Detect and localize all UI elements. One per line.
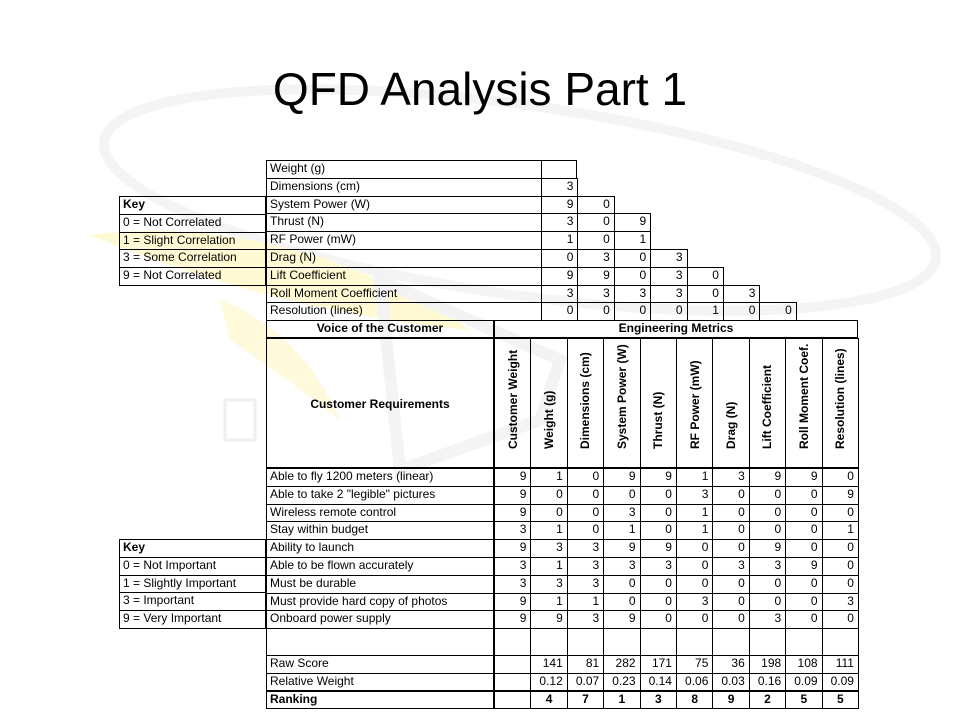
correlation-cell: 0 (577, 302, 614, 321)
metric-column-label: Customer Weight (505, 349, 520, 449)
correlation-cell: 9 (577, 267, 614, 286)
matrix-cell: 0 (567, 486, 604, 505)
correlation-metric-label: RF Power (mW) (266, 231, 542, 250)
metric-column-label: System Power (W) (614, 344, 629, 449)
requirement-label: Must be durable (266, 575, 494, 594)
correlation-cell: 3 (650, 249, 687, 268)
raw-score-value: 171 (640, 655, 677, 674)
correlation-cell: 3 (577, 249, 614, 268)
ranking-value: 2 (749, 691, 786, 710)
correlation-cell: 3 (577, 285, 614, 304)
metric-column-header (640, 338, 677, 468)
matrix-cell: 0 (785, 504, 822, 523)
raw-score-value: 282 (603, 655, 640, 674)
spacer-row (266, 628, 494, 656)
spacer-cell (822, 628, 859, 656)
voice-of-customer-header: Voice of the Customer (266, 320, 494, 338)
key-item: 1 = Slightly Important (119, 575, 266, 594)
customer-requirements-header: Customer Requirements (266, 338, 494, 468)
metric-column-label: Lift Coefficient (760, 365, 775, 449)
matrix-cell: 0 (603, 575, 640, 594)
matrix-cell: 0 (640, 521, 677, 540)
correlation-cell: 0 (541, 249, 578, 268)
matrix-cell: 0 (567, 504, 604, 523)
matrix-cell: 3 (567, 557, 604, 576)
matrix-cell: 0 (822, 557, 859, 576)
matrix-cell: 3 (567, 610, 604, 629)
matrix-cell: 3 (603, 504, 640, 523)
metric-column-header (494, 338, 531, 468)
spacer-cell (567, 628, 604, 656)
metric-column-header (785, 338, 822, 468)
key-item: 1 = Slight Correlation (119, 232, 266, 251)
matrix-cell: 9 (640, 539, 677, 558)
matrix-cell: 0 (822, 504, 859, 523)
requirement-label: Ability to launch (266, 539, 494, 558)
relative-weight-empty (494, 673, 531, 692)
spacer-cell (494, 628, 531, 656)
raw-score-label: Raw Score (266, 655, 494, 674)
engineering-metrics-header: Engineering Metrics (494, 320, 858, 338)
matrix-cell: 0 (676, 610, 713, 629)
matrix-cell: 9 (494, 504, 531, 523)
spacer-cell (712, 628, 749, 656)
relative-weight-value: 0.07 (567, 673, 604, 692)
matrix-cell: 3 (603, 557, 640, 576)
correlation-cell: 0 (614, 302, 651, 321)
matrix-cell: 0 (785, 575, 822, 594)
key-item: 3 = Some Correlation (119, 249, 266, 268)
correlation-cell: 0 (577, 231, 614, 250)
matrix-cell: 9 (603, 468, 640, 487)
matrix-cell: 0 (749, 593, 786, 612)
matrix-cell: 9 (494, 486, 531, 505)
matrix-cell: 0 (749, 575, 786, 594)
correlation-metric-label: Weight (g) (266, 160, 542, 179)
metric-column-label: Thrust (N) (651, 391, 666, 449)
matrix-cell: 9 (494, 468, 531, 487)
matrix-cell: 0 (822, 575, 859, 594)
spacer-cell (603, 628, 640, 656)
matrix-cell: 0 (640, 486, 677, 505)
matrix-cell: 0 (712, 539, 749, 558)
relative-weight-value: 0.23 (603, 673, 640, 692)
matrix-cell: 1 (530, 557, 567, 576)
matrix-cell: 0 (785, 521, 822, 540)
metric-column-header (822, 338, 859, 468)
relative-weight-value: 0.09 (785, 673, 822, 692)
metric-column-label: RF Power (mW) (687, 360, 702, 449)
relative-weight-value: 0.06 (676, 673, 713, 692)
matrix-cell: 0 (640, 504, 677, 523)
matrix-cell: 9 (494, 593, 531, 612)
ranking-empty (494, 691, 531, 710)
matrix-cell: 3 (640, 557, 677, 576)
correlation-cell: 9 (541, 267, 578, 286)
requirement-label: Stay within budget (266, 521, 494, 540)
matrix-cell: 1 (676, 468, 713, 487)
raw-score-value: 75 (676, 655, 713, 674)
correlation-cell: 9 (614, 213, 651, 232)
metric-column-header (530, 338, 567, 468)
correlation-cell: 0 (577, 213, 614, 232)
correlation-metric-label: Lift Coefficient (266, 267, 542, 286)
relative-weight-value: 0.09 (822, 673, 859, 692)
correlation-cell: 0 (541, 302, 578, 321)
matrix-cell: 9 (749, 539, 786, 558)
matrix-cell: 0 (785, 486, 822, 505)
correlation-cell: 0 (687, 285, 724, 304)
raw-score-value: 81 (567, 655, 604, 674)
correlation-cell: 3 (541, 178, 578, 197)
spacer-cell (785, 628, 822, 656)
ranking-value: 7 (567, 691, 604, 710)
raw-score-empty (494, 655, 531, 674)
matrix-cell: 0 (567, 468, 604, 487)
ranking-value: 9 (712, 691, 749, 710)
matrix-cell: 1 (822, 521, 859, 540)
key-item: 9 = Not Correlated (119, 267, 266, 286)
matrix-cell: 3 (822, 593, 859, 612)
correlation-metric-label: Roll Moment Coefficient (266, 285, 542, 304)
correlation-cell: 0 (687, 267, 724, 286)
metric-column-header (712, 338, 749, 468)
correlation-cell: 3 (723, 285, 760, 304)
correlation-cell: 3 (541, 285, 578, 304)
matrix-cell: 0 (676, 539, 713, 558)
ranking-value: 5 (785, 691, 822, 710)
matrix-cell: 3 (530, 575, 567, 594)
matrix-cell: 0 (785, 539, 822, 558)
matrix-cell: 0 (567, 521, 604, 540)
relative-weight-value: 0.12 (530, 673, 567, 692)
key-title: Key (119, 539, 266, 558)
correlation-metric-label: Thrust (N) (266, 213, 542, 232)
matrix-cell: 0 (712, 521, 749, 540)
matrix-cell: 0 (822, 468, 859, 487)
correlation-cell: 3 (614, 285, 651, 304)
matrix-cell: 3 (676, 593, 713, 612)
matrix-cell: 9 (785, 557, 822, 576)
raw-score-value: 108 (785, 655, 822, 674)
ranking-value: 1 (603, 691, 640, 710)
key-item: 0 = Not Correlated (119, 214, 266, 233)
matrix-cell: 3 (494, 521, 531, 540)
matrix-cell: 0 (603, 486, 640, 505)
matrix-cell: 0 (822, 539, 859, 558)
matrix-cell: 9 (640, 468, 677, 487)
matrix-cell: 1 (530, 521, 567, 540)
spacer-cell (749, 628, 786, 656)
matrix-cell: 0 (749, 486, 786, 505)
correlation-cell-empty (541, 160, 577, 179)
correlation-metric-label: Resolution (lines) (266, 302, 542, 321)
requirement-label: Able to be flown accurately (266, 557, 494, 576)
matrix-cell: 0 (749, 521, 786, 540)
matrix-cell: 0 (712, 504, 749, 523)
matrix-cell: 1 (530, 593, 567, 612)
matrix-cell: 0 (603, 593, 640, 612)
matrix-cell: 0 (712, 575, 749, 594)
correlation-metric-label: System Power (W) (266, 196, 542, 215)
relative-weight-value: 0.16 (749, 673, 786, 692)
relative-weight-value: 0.03 (712, 673, 749, 692)
spacer-cell (640, 628, 677, 656)
spacer-cell (676, 628, 713, 656)
metric-column-header (603, 338, 640, 468)
ranking-value: 3 (640, 691, 677, 710)
metric-column-header (676, 338, 713, 468)
metric-column-label: Weight (g) (542, 390, 557, 449)
matrix-cell: 9 (494, 539, 531, 558)
matrix-cell: 9 (530, 610, 567, 629)
requirement-label: Able to take 2 "legible" pictures (266, 486, 494, 505)
matrix-cell: 3 (749, 557, 786, 576)
raw-score-value: 111 (822, 655, 859, 674)
matrix-cell: 0 (640, 610, 677, 629)
correlation-cell: 1 (541, 231, 578, 250)
matrix-cell: 0 (785, 610, 822, 629)
matrix-cell: 9 (494, 610, 531, 629)
matrix-cell: 3 (749, 610, 786, 629)
matrix-cell: 1 (676, 504, 713, 523)
matrix-cell: 0 (785, 593, 822, 612)
correlation-cell: 0 (614, 249, 651, 268)
ranking-value: 5 (822, 691, 859, 710)
metric-column-header (567, 338, 604, 468)
matrix-cell: 3 (530, 539, 567, 558)
requirement-label: Able to fly 1200 meters (linear) (266, 468, 494, 487)
raw-score-value: 36 (712, 655, 749, 674)
matrix-cell: 0 (676, 557, 713, 576)
matrix-cell: 3 (676, 486, 713, 505)
key-item: 9 = Very Important (119, 610, 266, 629)
matrix-cell: 9 (603, 539, 640, 558)
correlation-cell: 3 (650, 267, 687, 286)
page-title: QFD Analysis Part 1 (272, 63, 688, 115)
correlation-metric-label: Dimensions (cm) (266, 178, 542, 197)
matrix-cell: 9 (822, 486, 859, 505)
ranking-value: 8 (676, 691, 713, 710)
correlation-cell: 0 (650, 302, 687, 321)
matrix-cell: 9 (603, 610, 640, 629)
matrix-cell: 3 (494, 575, 531, 594)
matrix-cell: 1 (603, 521, 640, 540)
correlation-cell: 1 (614, 231, 651, 250)
correlation-cell: 0 (759, 302, 796, 321)
spacer-cell (530, 628, 567, 656)
matrix-cell: 0 (712, 486, 749, 505)
key-item: 0 = Not Important (119, 557, 266, 576)
correlation-cell: 9 (541, 196, 578, 215)
matrix-cell: 1 (530, 468, 567, 487)
matrix-cell: 3 (567, 575, 604, 594)
correlation-cell: 0 (577, 196, 614, 215)
matrix-cell: 0 (712, 610, 749, 629)
raw-score-value: 198 (749, 655, 786, 674)
metric-column-label: Roll Moment Coef. (796, 343, 811, 449)
key-item: 3 = Important (119, 592, 266, 611)
matrix-cell: 0 (530, 486, 567, 505)
correlation-cell: 0 (614, 267, 651, 286)
correlation-cell: 1 (687, 302, 724, 321)
matrix-cell: 1 (676, 521, 713, 540)
ranking-value: 4 (530, 691, 567, 710)
relative-weight-value: 0.14 (640, 673, 677, 692)
matrix-cell: 0 (822, 610, 859, 629)
matrix-cell: 9 (785, 468, 822, 487)
metric-column-header (749, 338, 786, 468)
matrix-cell: 0 (640, 575, 677, 594)
correlation-cell: 3 (541, 213, 578, 232)
matrix-cell: 3 (494, 557, 531, 576)
matrix-cell: 3 (712, 468, 749, 487)
correlation-metric-label: Drag (N) (266, 249, 542, 268)
key-title: Key (119, 196, 266, 215)
matrix-cell: 0 (640, 593, 677, 612)
correlation-cell: 0 (723, 302, 760, 321)
matrix-cell: 9 (749, 468, 786, 487)
matrix-cell: 3 (712, 557, 749, 576)
relative-weight-label: Relative Weight (266, 673, 494, 692)
ranking-label: Ranking (266, 691, 494, 710)
matrix-cell: 0 (712, 593, 749, 612)
metric-column-label: Drag (N) (724, 401, 739, 449)
metric-column-label: Resolution (lines) (833, 348, 848, 449)
correlation-cell: 3 (650, 285, 687, 304)
matrix-cell: 0 (749, 504, 786, 523)
requirement-label: Onboard power supply (266, 610, 494, 629)
raw-score-value: 141 (530, 655, 567, 674)
matrix-cell: 1 (567, 593, 604, 612)
matrix-cell: 3 (567, 539, 604, 558)
requirement-label: Must provide hard copy of photos (266, 593, 494, 612)
requirement-label: Wireless remote control (266, 504, 494, 523)
matrix-cell: 0 (676, 575, 713, 594)
metric-column-label: Dimensions (cm) (578, 352, 593, 449)
matrix-cell: 0 (530, 504, 567, 523)
